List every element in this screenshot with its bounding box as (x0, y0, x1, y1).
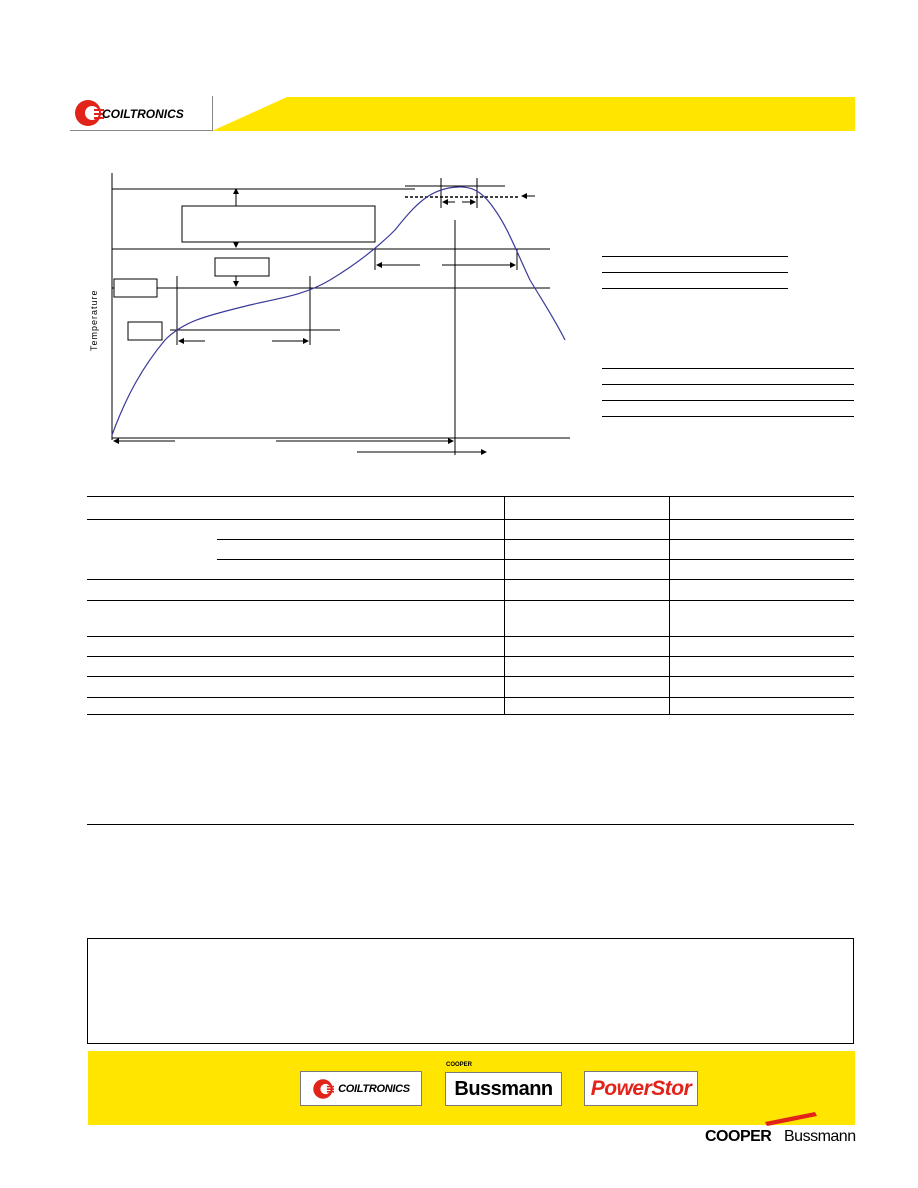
header-brand-text: COILTRONICS (102, 107, 184, 121)
table-rule (87, 496, 854, 497)
legend-line-2 (602, 272, 788, 273)
legend-line-7 (602, 416, 854, 417)
legend-line-5 (602, 384, 854, 385)
table-rule (87, 697, 854, 698)
bussmann-brand-text: Bussmann (454, 1077, 553, 1100)
bussmann-brand-logo (445, 1072, 562, 1106)
reflow-spec-table (87, 496, 854, 715)
corporate-brand-bold: COOPER (705, 1128, 772, 1145)
table-rule (87, 676, 854, 677)
table-column-divider (504, 496, 505, 714)
legend-line-3 (602, 288, 788, 289)
header-separator (212, 96, 213, 131)
note-box (87, 938, 854, 1044)
table-rule (87, 636, 854, 637)
table-rule (87, 519, 854, 520)
powerstor-brand-logo (584, 1071, 698, 1106)
table-column-divider (669, 496, 670, 714)
bussmann-prefix-text: COOPER (446, 1062, 473, 1068)
header-underline (70, 130, 212, 131)
coiltronics-mark-icon (75, 100, 104, 126)
table-rule (87, 600, 854, 601)
chart-label-boxes (114, 206, 375, 340)
table-rule (217, 559, 854, 560)
cooper-swoosh-icon (755, 1110, 825, 1128)
legend-line-6 (602, 400, 854, 401)
chart-y-axis-label: Temperature (89, 289, 99, 351)
legend-line-1 (602, 256, 788, 257)
coiltronics-brand-text: COILTRONICS (338, 1082, 410, 1095)
coiltronics-logo (70, 96, 212, 130)
coiltronics-mark-icon (312, 1078, 334, 1100)
section-divider (87, 824, 854, 825)
table-rule (87, 656, 854, 657)
table-rule (217, 539, 854, 540)
legend-line-4 (602, 368, 854, 369)
table-rule (87, 579, 854, 580)
table-rule (87, 714, 854, 715)
cooper-bussmann-logo (705, 1110, 855, 1150)
reflow-profile-chart (90, 170, 570, 460)
coiltronics-brand-logo (300, 1071, 422, 1106)
powerstor-brand-text: PowerStor (590, 1076, 692, 1100)
header-yellow-band (212, 97, 855, 131)
corporate-brand: Bussmann (784, 1128, 856, 1145)
